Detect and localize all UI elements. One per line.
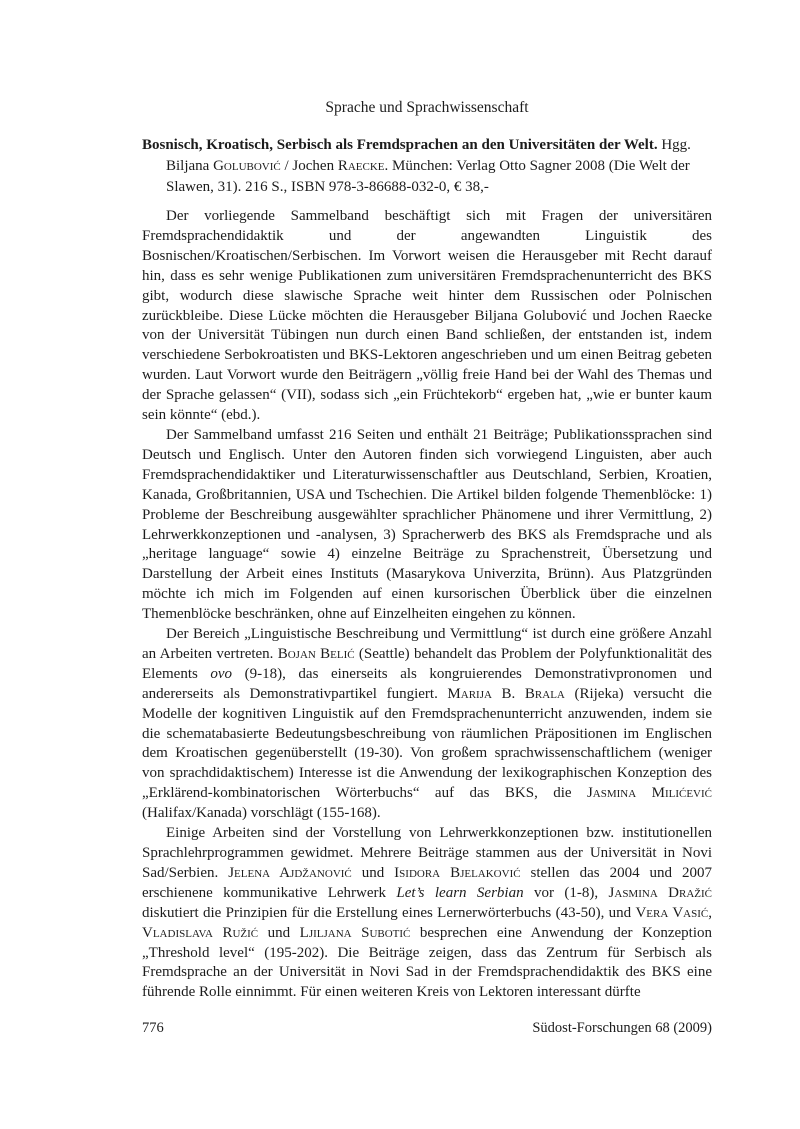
author-name: Vladislava Ružić	[142, 924, 259, 941]
editor-1-last-name: Golubović	[213, 158, 281, 174]
p3-text: (Halifax/Kanada) vorschlägt (155-168).	[142, 805, 381, 822]
page-number: 776	[142, 1020, 164, 1036]
paragraph-1: Der vorliegende Sammelband beschäftigt sich mit Fragen der universitären Fremdsprachendidaktik und der angewandten Linguistik des Bosnischen/Kroatischen/Serbischen. Im Vorwort weisen die Herausgeber mit Recht darauf hin, dass es sehr wenige Publikationen zum universitären Fremdsprachenunterricht des BKS gibt, wodurch diese slawische Sprache weit hinter dem Russischen oder Polnischen zurückbleibe. Diese Lücke möchten die Herausgeber Biljana Golubović und Jochen Raecke von der Universität Tübingen nun durch einen Band schließen, der entstanden ist, indem verschiedene Serbokroatisten und BKS-Lektoren angeschrieben und um einen Beitrag gebeten wurden. Laut Vorwort wurde den Beiträgern „völlig freie Hand bei der Wahl des Themas und der Sprache gelassen“ (VII), sodass sich „ein Früchtekorb“ ergeben hat, „wie er bunter kaum sein könnte“ (ebd.).	[142, 208, 712, 424]
journal-citation: Südost-Forschungen 68 (2009)	[532, 1020, 712, 1036]
author-name: Jasmina Dražić	[608, 884, 712, 901]
book-title: Let’s learn Serbian	[396, 884, 524, 901]
review-heading	[142, 135, 736, 198]
p4-text: stellen das 2004 und 2007 erschienene kommunikative Lehrwerk	[142, 864, 712, 901]
review-body	[142, 207, 712, 1003]
author-name: Belić	[320, 645, 355, 662]
editor-2-last-name: Raecke	[337, 158, 385, 174]
editor-2-first-name: Jochen	[292, 158, 338, 174]
publication-details: . München: Verlag Otto Sagner 2008 (Die Welt der Slawen, 31). 216 S., ISBN 978-3-86688-032-0, € 38,-	[166, 158, 690, 195]
p4-text: besprechen eine Anwendung der Konzeption „Threshold level“ (195-202). Die Beiträge zeigen, dass das Zentrum für Serbisch als Fremdsprache an der Universität in Novi Sad in der Fremdsprachendidaktik des BKS eine führende Rolle einnimmt. Für einen weiteren Kreis von Lektoren interessant dürfte	[142, 924, 713, 1001]
author-name: Marija	[447, 685, 502, 702]
paragraph-3	[142, 625, 712, 824]
p4-text: diskutiert die Prinzipien für die Erstellung eines Lernerwörterbuchs (43-50), und	[142, 904, 636, 921]
p4-text: ,	[708, 904, 712, 921]
author-name: Isidora Bjelaković	[394, 864, 521, 881]
review-title: Bosnisch, Kroatisch, Serbisch als Fremdsprachen an den Universitäten der Welt.	[142, 137, 658, 153]
running-head: Sprache und Sprachwissenschaft	[325, 99, 529, 116]
p4-text: und	[258, 924, 300, 941]
author-name: Vera Vasić	[635, 904, 709, 921]
editor-separator: /	[280, 158, 293, 174]
editors-prefix: Hgg.	[657, 137, 691, 153]
editor-1-first-name: Biljana	[166, 158, 214, 174]
p4-text: vor (1-8),	[523, 884, 609, 901]
author-name: Bojan	[277, 645, 321, 662]
p3-text: Der Bereich „Linguistische Beschreibung und Vermittlung“ ist durch eine größere Anzahl an Arbeiten vertreten.	[142, 626, 712, 662]
author-name: Ljiljana Subotić	[299, 924, 411, 941]
p3-text: (9-18), das einerseits als kongruierendes Demonstrativpronomen und andererseits als Demonstrativpartikel fungiert.	[142, 665, 712, 702]
author-name: Jasmina Milićević	[586, 785, 712, 802]
p3-text: (Rijeka) versucht die Modelle der kognitiven Linguistik auf den Fremdsprachenunterricht anzuwenden, indem sie die schematabasierte Bedeutungsbeschreibung von räumlichen Präpositionen im Englischen dem Kroatischen gegenüberstellt (19-30). Von großem sprachwissenschaftlichem (weniger von sprachdidaktischem) Interesse ist die Anwendung der lexikographischen Konzeption des „Erklärend-kombinatorischen Wörterbuchs“ auf das BKS, die	[142, 685, 712, 802]
paragraph-4	[142, 824, 712, 1003]
p3-text: (Seattle) behandelt das Problem der Polyfunktionalität des Elements	[142, 645, 712, 682]
italic-term: ovo	[210, 665, 233, 682]
p4-text: und	[351, 864, 395, 881]
author-name: Jelena Ajdžanović	[228, 864, 352, 881]
author-name: B. Brala	[501, 685, 565, 702]
p4-text: Einige Arbeiten sind der Vorstellung von Lehrwerkkonzeptionen bzw. institutionellen Sprachlehrprogrammen gewidmet. Mehrere Beiträge stammen aus der Universität in Novi Sad/Serbien.	[142, 825, 712, 881]
paragraph-2: Der Sammelband umfasst 216 Seiten und enthält 21 Beiträge; Publikationssprachen sind Deutsch und Englisch. Unter den Autoren finden sich vorwiegend Linguisten, aber auch Fremdsprachendidaktiker und Literaturwissenschaftler aus Deutschland, Serbien, Kroatien, Kanada, Großbritannien, USA und Tschechien. Die Artikel bilden folgende Themenblöcke: 1) Probleme der Beschreibung ausgewählter sprachlicher Phänomene und ihrer Vermittlung, 2) Lehrwerkkonzeptionen und -analysen, 3) Spracherwerb des BKS als Fremdsprache und als „heritage language“ sowie 4) einzelne Beiträge zu Sprachenstreit, Übersetzung und Darstellung der Arbeit eines Instituts (Masarykova Univerzita, Brünn). Aus Platzgründen möchte ich mich im Folgenden auf einen kursorischen Überblick über die einzelnen Themenblöcke beschränken, ohne auf Einzelheiten eingehen zu können.	[142, 426, 712, 623]
